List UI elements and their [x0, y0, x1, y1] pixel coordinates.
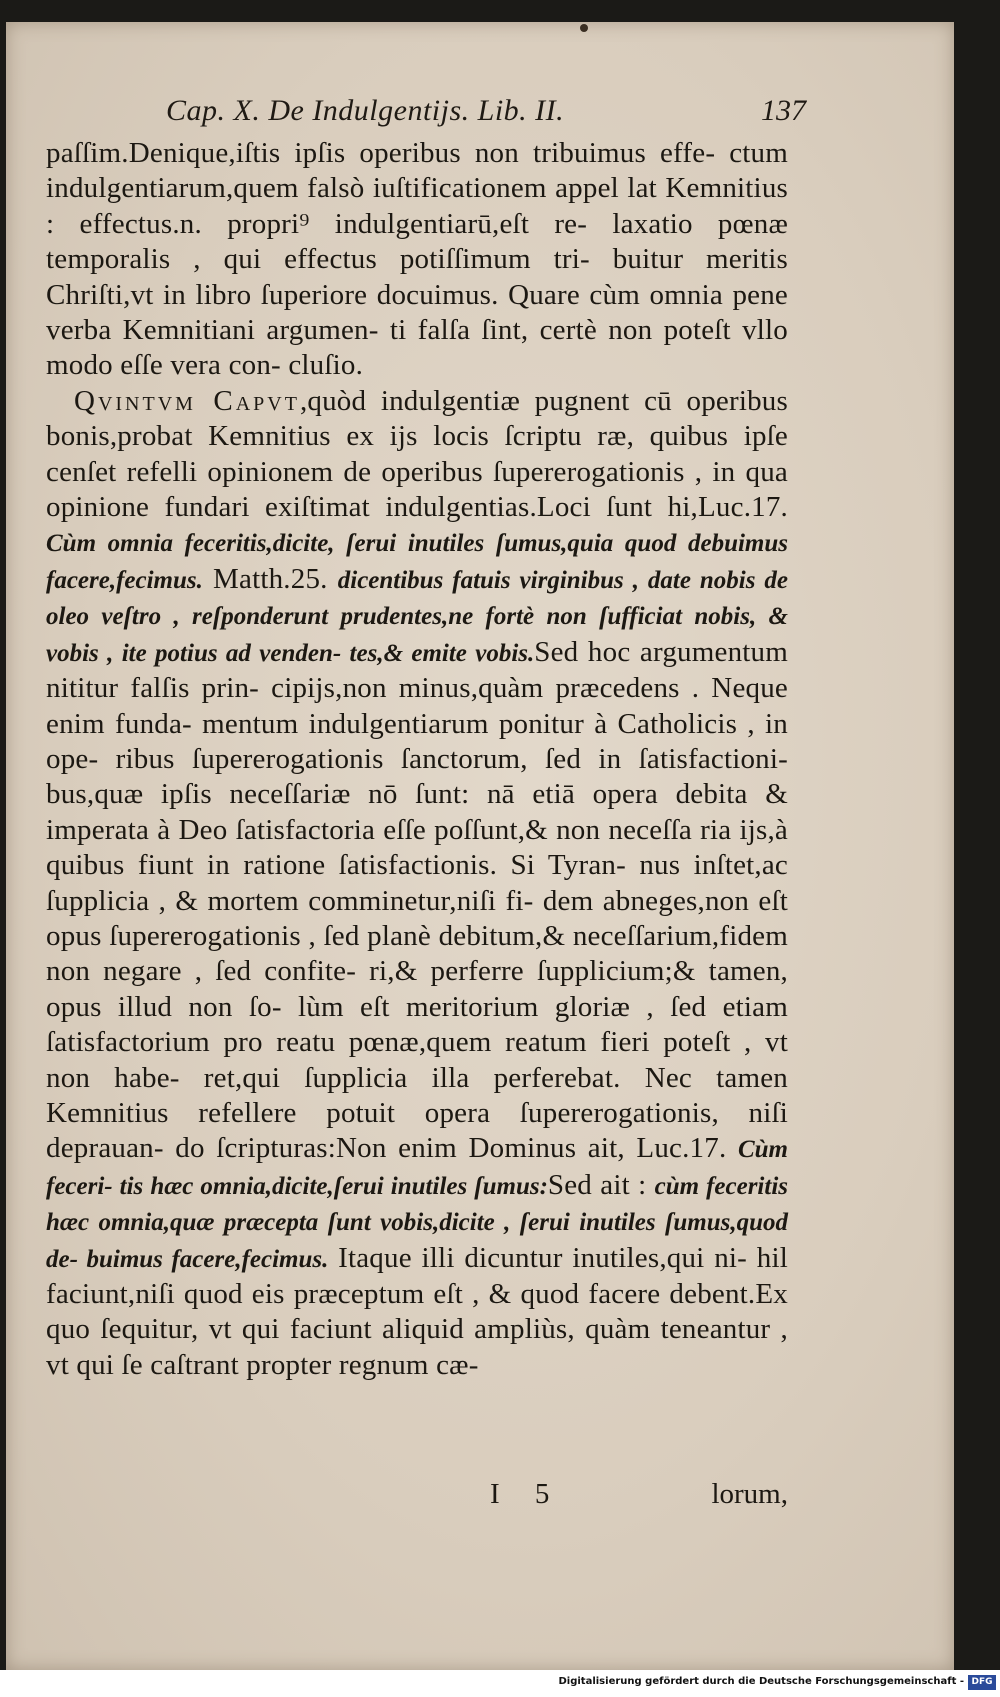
scripture-quotation: cùm feceritis hæc omnia,quæ præcepta ſunt vobis,dicite , ſerui inutiles ſumus,quod de- buimus facere,fecimus.: [46, 1172, 788, 1273]
text-run: Sed hoc argumentum nititur falſis prin- cipijs,non minus,quàm præcedens . Neque enim funda- mentum indulgentiarum ponitur à Catholicis , in ope- ribus ſupererogationis ſanctorum, ſed in ſatisfactioni- bus,quæ ipſis neceſſariæ nō ſunt: nā etiā opera debita & imperata à Deo ſatisfactoria eſſe poſſunt,& non neceſſa ria ijs,à quibus fiunt in ratione ſatisfactionis. Si Tyran- nus inſtet,ac ſupplicia , & mortem comminetur,niſi fi- dem abneges,non eſt opus ſupererogationis , ſed planè debitum,& neceſſarium,fidem non negare , ſed confite- ri,& perferre ſupplicium;& tamen, opus illud non ſo- lùm eſt meritorium gloriæ , ſed etiam ſatisfactorium pro reatu pœnæ,quem reatum fieri poteſt , vt non habe- ret,qui ſupplicia illa perferebat. Nec tamen Kemnitius refellere potuit opera ſupererogationis, niſi deprauan- do ſcripturas:Non enim Dominus ait, Luc.17.: [46, 635, 788, 1165]
text-run: ,quòd indulgentiæ pugnent cū operibus bonis,probat Kemnitius ex ijs locis ſcriptu ræ, quibus ipſe cenſet refelli opinionem de operibus ſupererogationis , in qua opinione fundari exiſtimat indulgentias.Loci ſunt hi,Luc.17.: [46, 384, 788, 524]
paragraph: [46, 136, 788, 384]
running-title: Cap. X. De Indulgentijs. Lib. II.: [166, 94, 565, 127]
dfg-logo: DFG: [968, 1675, 996, 1690]
page-body-text: [46, 136, 788, 1383]
page-footer: [46, 1478, 788, 1512]
text-run: Sed ait :: [547, 1168, 655, 1201]
catchword: lorum,: [711, 1478, 788, 1510]
page-number: 137: [761, 94, 806, 127]
signature-mark: I 5: [490, 1478, 564, 1510]
scripture-quotation: dicentibus fatuis virginibus , date nobis de oleo veſtro , reſponderunt prudentes,ne fortè non ſufficiat nobis, & vobis , ite potius ad venden- tes,& emite vobis.: [46, 566, 788, 667]
book-page: [6, 22, 954, 1670]
binding-hole-mark: [580, 24, 588, 32]
text-run: Itaque illi dicuntur inutiles,qui ni- hil faciunt,niſi quod eis præceptum eſt , & quod facere debent.Ex quo ſequitur, vt qui faciunt aliquid ampliùs, quàm teneantur , vt qui ſe caſtrant propter regnum cæ-: [46, 1241, 788, 1381]
scripture-quotation: Cùm feceri- tis hæc omnia,dicite,ſerui inutiles ſumus:: [46, 1136, 788, 1200]
text-run: paſſim.Denique,iſtis ipſis operibus non tribuimus effe- ctum indulgentiarum,quem falsò iuſtificationem appel lat Kemnitius : effectus.n. propri⁹ indulgentiarū,eſt re- laxatio pœnæ temporalis , qui effectus potiſſimum tri- buitur meritis Chriſti,vt in libro ſuperiore docuimus. Quare cùm omnia pene verba Kemnitiani argumen- ti falſa ſint, certè non poteſt vllo modo eſſe vera con- cluſio.: [46, 137, 788, 382]
credit-bar: [0, 1670, 1000, 1697]
funding-credit: Digitalisierung gefördert durch die Deutsche Forschungsgemeinschaft -: [558, 1676, 964, 1687]
text-run: Matth.25.: [202, 562, 338, 595]
section-opening: Qvintvm Capvt: [74, 384, 300, 417]
paragraph: [46, 384, 788, 1383]
scripture-quotation: Cùm omnia feceritis,dicite, ſerui inutiles ſumus,quia quod debuimus facere,fecimus.: [46, 530, 788, 594]
running-header: [166, 94, 806, 130]
